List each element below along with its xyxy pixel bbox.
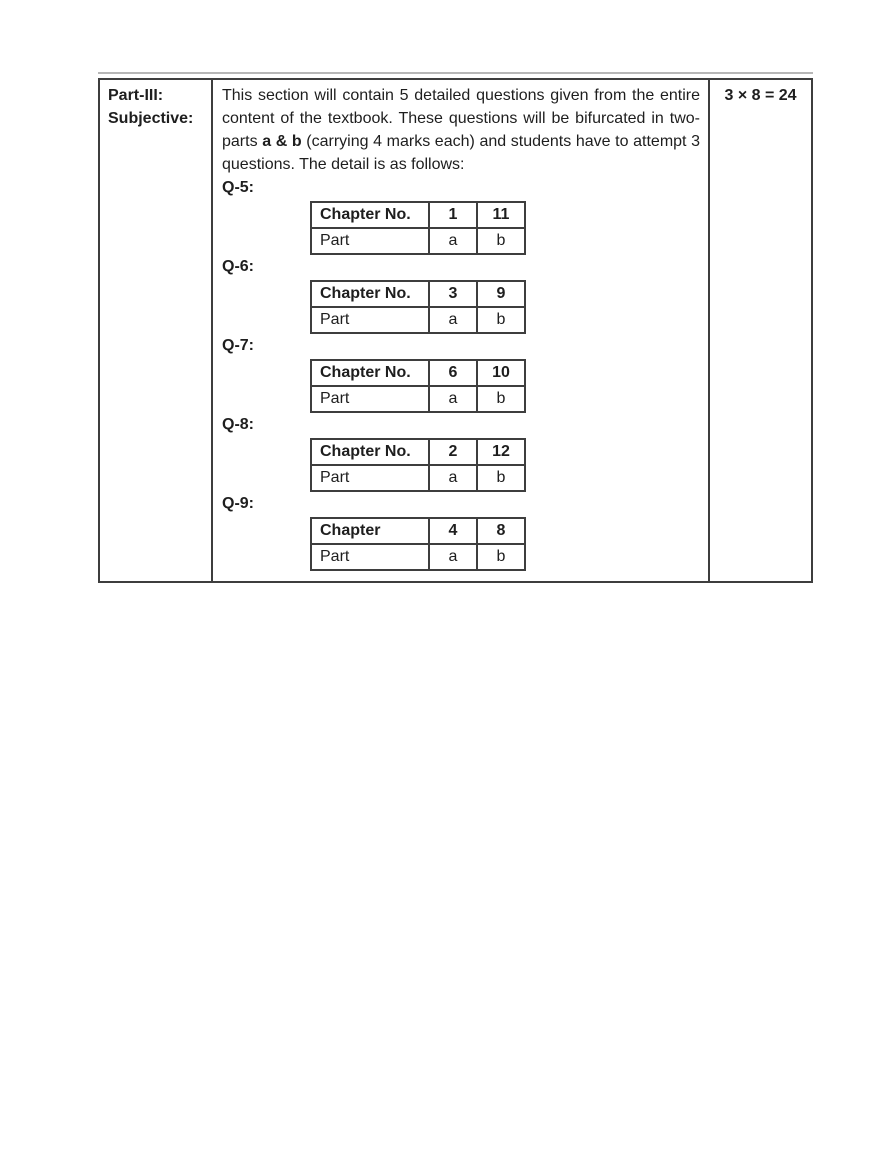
- chapter-no-header-cell: Chapter No.: [311, 202, 429, 228]
- question-block-q6: [222, 255, 700, 334]
- part-value-cell: a: [429, 465, 477, 491]
- marks-column: [710, 80, 811, 581]
- chapter-header-row: [311, 202, 525, 228]
- chapter-header-row: [311, 281, 525, 307]
- part-title-line1: Part-III:: [108, 87, 164, 104]
- description-bold-parts: a & b: [262, 133, 302, 150]
- part-value-cell: a: [429, 386, 477, 412]
- marks-formula: 3 × 8 = 24: [724, 87, 797, 104]
- details-column: [213, 80, 710, 581]
- previous-row-rule: [98, 72, 813, 74]
- part-label-cell: Part: [311, 386, 429, 412]
- part-row: [311, 544, 525, 570]
- chapter-no-header-cell: Chapter: [311, 518, 429, 544]
- part-value-cell: b: [477, 544, 525, 570]
- question-block-q8: [222, 413, 700, 492]
- chapter-table: [310, 280, 526, 334]
- description-text-start: This section will contain 5 detailed questions given from the entire content of the textbook. These questions will be bifurcated in two-parts: [222, 87, 700, 150]
- part-value-cell: b: [477, 465, 525, 491]
- chapter-no-header-cell: Chapter No.: [311, 439, 429, 465]
- exam-pattern-table: [98, 78, 813, 583]
- chapter-table: [310, 517, 526, 571]
- part-value-cell: a: [429, 228, 477, 254]
- chapter-no-header-cell: Chapter No.: [311, 360, 429, 386]
- chapter-table: [310, 359, 526, 413]
- part-value-cell: a: [429, 544, 477, 570]
- question-label: Q-9:: [222, 495, 254, 512]
- part-row: [311, 307, 525, 333]
- part-row: [311, 228, 525, 254]
- chapter-no-header-cell: Chapter No.: [311, 281, 429, 307]
- chapter-number-cell: 12: [477, 439, 525, 465]
- question-label: Q-5:: [222, 179, 254, 196]
- part-row: [311, 465, 525, 491]
- chapter-number-cell: 9: [477, 281, 525, 307]
- part-label-cell: Part: [311, 465, 429, 491]
- part-column: [100, 80, 213, 581]
- part-label-cell: Part: [311, 544, 429, 570]
- part-value-cell: b: [477, 386, 525, 412]
- chapter-header-row: [311, 518, 525, 544]
- part-label-cell: Part: [311, 228, 429, 254]
- chapter-table: [310, 201, 526, 255]
- section-description: [222, 84, 700, 176]
- question-label: Q-6:: [222, 258, 254, 275]
- part-value-cell: b: [477, 307, 525, 333]
- chapter-number-cell: 10: [477, 360, 525, 386]
- question-block-q5: [222, 176, 700, 255]
- description-text-end: (carrying 4 marks each) and students have to attempt 3 questions. The detail is as follows:: [222, 133, 701, 173]
- part-title-line2: Subjective:: [108, 110, 194, 127]
- question-label: Q-7:: [222, 337, 254, 354]
- question-block-q7: [222, 334, 700, 413]
- part-value-cell: b: [477, 228, 525, 254]
- chapter-number-cell: 6: [429, 360, 477, 386]
- chapter-number-cell: 3: [429, 281, 477, 307]
- question-block-q9: [222, 492, 700, 571]
- chapter-number-cell: 11: [477, 202, 525, 228]
- part-value-cell: a: [429, 307, 477, 333]
- chapter-header-row: [311, 360, 525, 386]
- question-label: Q-8:: [222, 416, 254, 433]
- part-row: [311, 386, 525, 412]
- chapter-number-cell: 8: [477, 518, 525, 544]
- chapter-table: [310, 438, 526, 492]
- chapter-number-cell: 4: [429, 518, 477, 544]
- chapter-header-row: [311, 439, 525, 465]
- part-label-cell: Part: [311, 307, 429, 333]
- chapter-number-cell: 2: [429, 439, 477, 465]
- chapter-number-cell: 1: [429, 202, 477, 228]
